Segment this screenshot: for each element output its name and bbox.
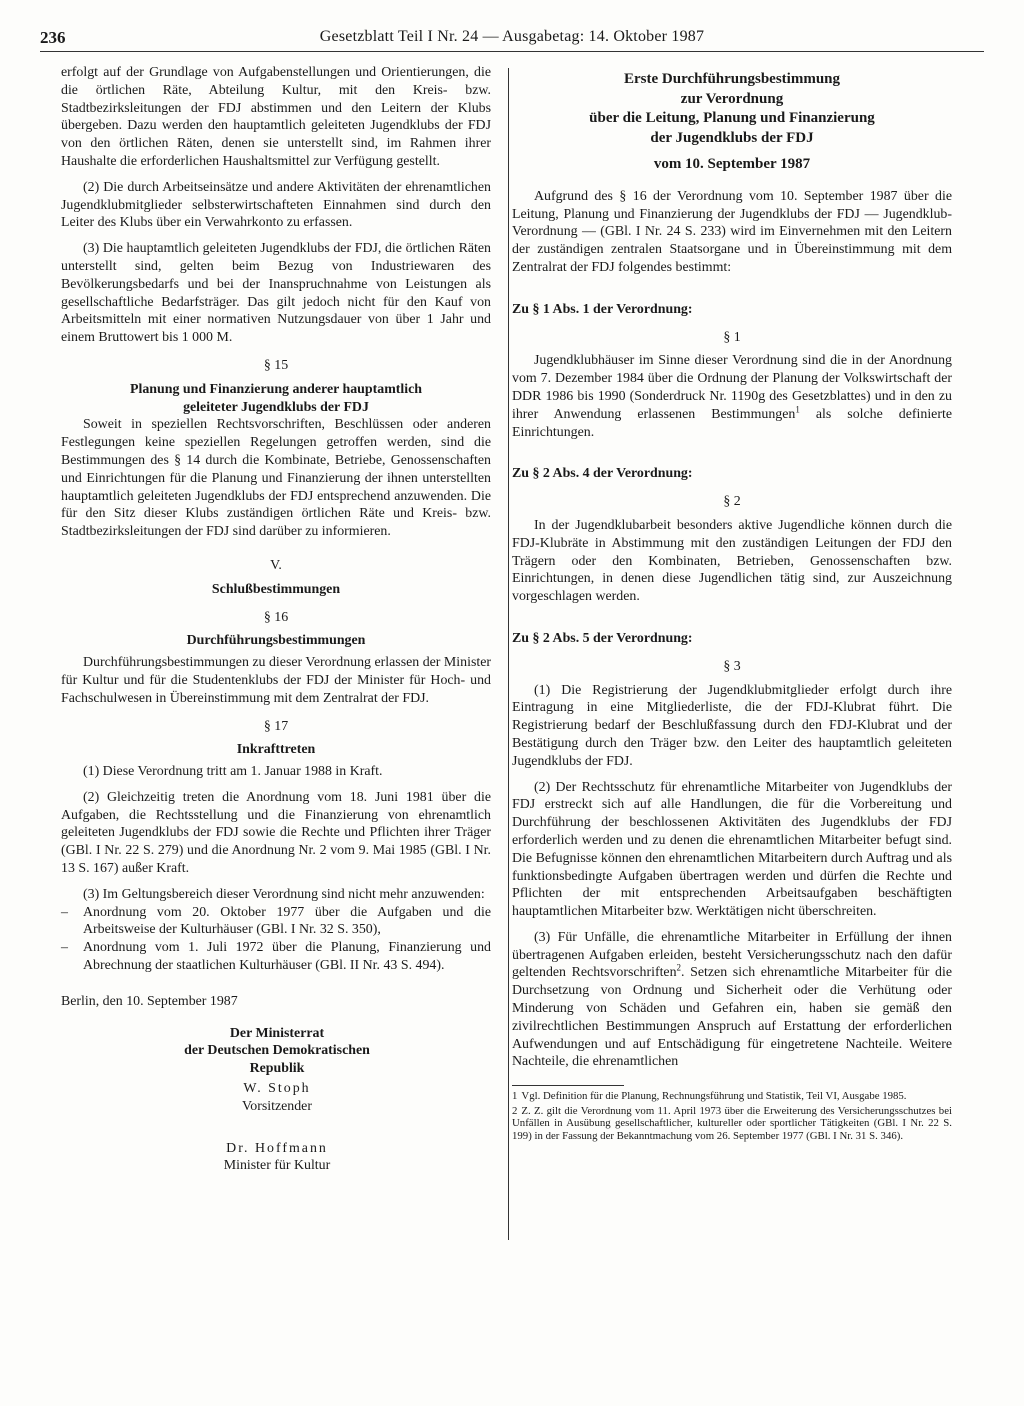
section-2-text: In der Jugendklubarbeit besonders aktive Jugendliche können durch die FDJ-Klubräte in Abstimmung mit den zuständigen Leitungen der FDJ den Trägern oder den Kombinaten, Betrieben, Genossenschaften bzw. Einrichtungen, in denen diese Jugendlichen tätig sind, zur Auszeichnung vorgeschlagen werden. [512,517,952,605]
paragraph-continuation: erfolgt auf der Grundlage von Aufgabenstellungen und Orientierungen, die die örtlichen Räte, Abteilung Kultur, mit den Kreis- bzw. Stadtbezirksleitungen der FDJ abstimmen und den Leitern der Klubs übergeben. Dazu werden den hauptamtlich geleiteten Jugendklubs der FDJ von den örtlichen Räten, denen sie unterstellt sind, im Rahmen ihrer Haushalte die erforderlichen Haushaltsmittel zur Verfügung gestellt. [61,65,491,169]
list-dash: – [61,904,68,920]
list-item-text: Anordnung vom 1. Juli 1972 über die Planung, Finanzierung und Abrechnung der staatlichen Kulturhäuser (GBl. II Nr. 43 S. 494). [83,940,491,974]
section-3-p3-main: (3) Für Unfälle, die ehrenamtliche Mitarbeiter in Erfüllung der ihnen übertragenen Aufgaben erleiden, besteht Versicherungsschutz nach den dafür geltenden Rechtsvorschriften [512,929,952,981]
footnote-rule [512,1085,624,1086]
regulation-title-line-4: der Jugendklubs der FDJ [650,129,814,146]
signatory-name-1: W. Stoph [243,1081,311,1097]
section-15-title-line-1: Planung und Finanzierung anderer hauptamtlich [129,381,423,397]
footnote-ref-1[interactable]: 1 [795,404,800,415]
section-17-p1: (1) Diese Verordnung tritt am 1. Januar 1988 in Kraft. [83,764,383,780]
list-item-text: Anordnung vom 20. Oktober 1977 über die Aufgaben und die Arbeitsweise der Kulturhäuser (GBl. I Nr. 32 S. 350), [83,904,491,938]
place-date: Berlin, den 10. September 1987 [61,993,238,1009]
right-column [512,64,952,1145]
signatory-role-2: Minister für Kultur [223,1158,331,1174]
part-number: V. [270,557,282,573]
repealed-list [61,904,491,975]
list-item [61,939,491,975]
section-15-text: Soweit in speziellen Rechtsvorschriften, Beschlüssen oder anderen Festlegungen keine speziellen Regelungen getroffen werden, sind die Bestimmungen des § 14 durch die Kombinate, Betriebe, Genossenschaften und Einrichtungen für die Planung und Finanzierung der ihnen unterstellten hauptamtlich geleiteten Jugendklubs der FDJ entsprechend anzuwenden. Die für den Sitz dieser Klubs zuständigen örtlichen Räte und Kreis- bzw. Stadtbezirksleitungen der FDJ sind darüber zu informieren. [61,417,491,540]
column-divider [508,68,509,1240]
section-1-sign: § 1 [723,329,741,345]
running-title: Gesetzblatt Teil I Nr. 24 — Ausgabetag: 14. Oktober 1987 [319,28,705,45]
header-rule [40,51,984,52]
section-3-p3 [512,929,952,1071]
section-3-sign: § 3 [723,658,741,674]
regulation-title-line-1: Erste Durchführungsbestimmung [624,71,840,87]
section-17-sign: § 17 [263,718,289,734]
footnote-1-text: Vgl. Definition für die Planung, Rechnungsführung und Statistik, Teil VI, Ausgabe 1985. [521,1090,907,1103]
paragraph-14-3: (3) Die hauptamtlich geleiteten Jugendklubs der FDJ, die örtlichen Räten unterstellt sind, gelten beim Bezug von Industriewaren des Bevölkerungsbedarfs und bei der Inanspruchnahme von Leistungen als gesellschaftliche Bedarfsträger. Das gilt jedoch nicht für den Kauf von Arbeitsmitteln mit einer normativen Nutzungsdauer von über 1 Jahr und einem Bruttowert bis 1 000 M. [61,241,491,346]
signatory-role-1: Vorsitzender [242,1098,312,1114]
footnote-2-text: Z. Z. gilt die Verordnung vom 11. April 1973 über die Erweiterung des Versicherungsschutzes bei Unfällen in Ausübung gesellschaftlicher, kultureller oder sportlicher Tätigkeiten (GBl. I Nr. 22 S. 199) in der Fassung der Bekanntmachung vom 26. September 1977 (GBl. I Nr. 31 S. 346). [512,1104,952,1143]
page-number: 236 [40,28,66,47]
paragraph-14-2: (2) Die durch Arbeitseinsätze und andere Aktivitäten der ehrenamtlichen Jugendklubmitglieder selbsterwirtschafteten Einnahmen sind durch den Leiter des Klubs über ein Verwahrkonto zu erfassen. [61,179,491,231]
reference-heading-1: Zu § 1 Abs. 1 der Verordnung: [512,301,693,317]
list-item [61,904,491,940]
reference-heading-2: Zu § 2 Abs. 4 der Verordnung: [512,466,693,482]
section-15-sign: § 15 [263,357,289,373]
section-16-sign: § 16 [263,609,289,625]
signature-org-line-1: Der Ministerrat [229,1025,325,1041]
signature-org-line-2: der Deutschen Demokratischen Republik [184,1043,370,1077]
section-15-title [61,381,491,417]
footnote-2-number: 2 [512,1104,518,1117]
footnote-1 [512,1090,952,1103]
footnote-ref-2[interactable]: 2 [676,962,682,973]
signature-gap [157,1116,397,1138]
regulation-title [512,70,952,148]
section-3-p3-end: . Setzen sich ehrenamtliche Mitarbeiter für die Durchsetzung von Ordnung und Sicherheit oder die Verhütung oder Minderung von Schäden und Gefahren ein, haben sie gemäß den zivilrechtlichen Bestimmungen Anspruch auf Erstattung der erforderlichen Aufwendungen und auf Entschädigung für eingetretene Nachteile. Weitere Nachteile, die ehrenamtlichen [512,965,952,1070]
section-17-p2: (2) Gleichzeitig treten die Anordnung vom 18. Juni 1981 über die Aufgaben, die Rechtsstellung und die Finanzierung von ehrenamtlich geleiteten Jugendklubs der FDJ sowie die Rechte und Pflichten ihrer Träger (GBl. I Nr. 22 S. 279) und die Anordnung Nr. 2 vom 9. Mai 1985 (GBl. I Nr. 13 S. 167) außer Kraft. [61,789,491,877]
signature-block [157,1025,397,1176]
list-dash: – [61,940,68,956]
section-3-p2: (2) Der Rechtsschutz für ehrenamtliche Mitarbeiter von Jugendklubs der FDJ erstreckt sich auf alle Handlungen, die für die Vorbereitung und Durchführung der beschlossenen Aktivitäten des Jugendklubs der FDJ erforderlich werden und zu denen die ehrenamtlichen Mitarbeiter befugt sind. Die Befugnisse können den ehrenamtlichen Mitarbeitern durch Auftrag und als funktionsbedingte Aufgaben übertragen werden und dürfen die Rechte und Pflichten der mit entsprechenden Arbeitsaufgaben beschäftigten hauptamtlichen Mitarbeiter bzw. Werktätigen nicht überschreiten. [512,779,952,920]
section-1-text-main: Jugendklubhäuser im Sinne dieser Verordnung sind die in der Anordnung vom 7. Dezember 1984 über die Ordnung der Planung der Volkswirtschaft der DDR 1986 bis 1990 (Sonderdruck Nr. 1190g des Gesetzblattes) und in den zu ihrer Anwendung erlassenen Bestimmungen [512,353,952,422]
section-16-title: Durchführungsbestimmungen [186,633,366,649]
section-1-text [512,352,952,441]
section-16-text: Durchführungsbestimmungen zu dieser Verordnung erlassen der Minister für Kultur und für die Studentenklubs der FDJ der Minister für Hoch- und Fachschulwesen in Übereinstimmung mit dem Zentralrat der FDJ. [61,655,491,706]
footnote-1-number: 1 [512,1090,518,1103]
section-2-sign: § 2 [723,494,741,510]
regulation-date: vom 10. September 1987 [653,156,811,172]
regulation-title-line-2: zur Verordnung [680,90,784,107]
section-15-title-line-2: geleiteter Jugendklubs der FDJ [183,399,369,415]
section-17-title: Inkrafttreten [236,742,316,758]
section-3-p1: (1) Die Registrierung der Jugendklubmitglieder erfolgt durch ihre Eintragung in eine Mitgliederliste, die der FDJ-Klubrat führt. Die Registrierung bedarf der Beschlußfassung durch den FDJ-Klubrat und der Bestätigung durch den Träger bzw. den Leiter des hauptamtlich geleiteten Jugendklubs der FDJ. [512,682,952,769]
regulation-title-line-3: über die Leitung, Planung und Finanzierung [589,110,875,126]
reference-heading-3: Zu § 2 Abs. 5 der Verordnung: [512,630,693,646]
signatory-name-2: Dr. Hoffmann [226,1140,328,1156]
left-column [61,64,491,1175]
section-1-text-end: als solche definierte Einrichtungen. [512,406,952,440]
part-title: Schlußbestimmungen [211,581,341,597]
preamble: Aufgrund des § 16 der Verordnung vom 10. September 1987 über die Leitung, Planung und Finanzierung der Jugendklubs der FDJ — Jugendklub-Verordnung — (GBl. I Nr. 24 S. 233) wird im Einvernehmen mit den Leitern der zuständigen zentralen Staatsorgane und in Übereinstimmung mit dem Zentralrat der FDJ folgendes bestimmt: [512,188,952,275]
footnote-2 [512,1105,952,1143]
section-17-p3: (3) Im Geltungsbereich dieser Verordnung sind nicht mehr anzuwenden: [83,886,485,902]
